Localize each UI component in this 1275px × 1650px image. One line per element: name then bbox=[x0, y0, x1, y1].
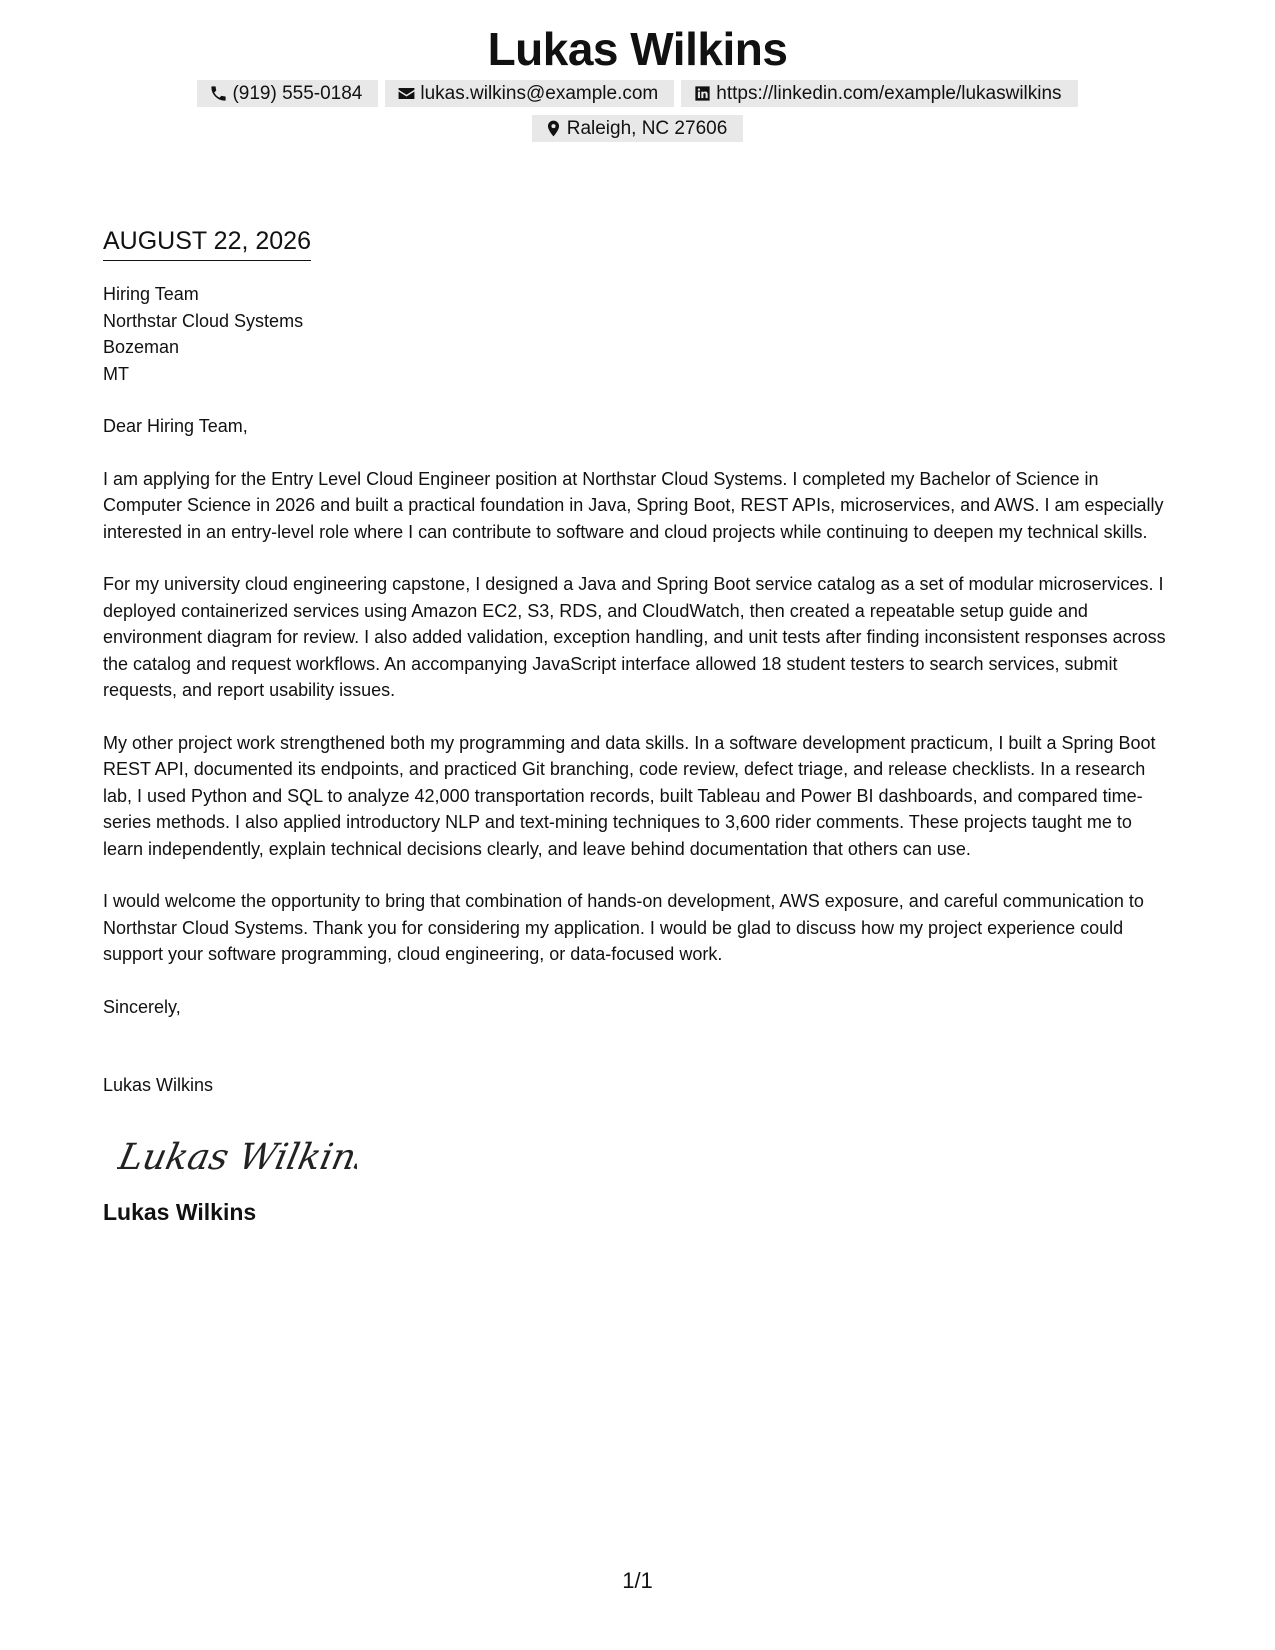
closing: Sincerely, bbox=[103, 996, 181, 1017]
page-number: 1/1 bbox=[622, 1568, 653, 1593]
signer-name: Lukas Wilkins bbox=[103, 1075, 214, 1095]
body-paragraph: For my university cloud engineering capstone, I designed a Java and Spring Boot service catalog as a set of modular microservices. I deployed containerized services using Amazon EC2, S3, RDS, and CloudWatch, then created a repeatable setup guide and environment diagram for review. I also added validation, exception handling, and unit tests after finding inconsistent responses across the catalog and request workflows. An accompanying JavaScript interface allowed 18 student testers to search services, submit requests, and report usability issues. bbox=[103, 574, 1166, 700]
letter-date: AUGUST 22, 2026 bbox=[103, 224, 311, 261]
body-paragraph: My other project work strengthened both my programming and data skills. In a software development practicum, I built a Spring Boot REST API, documented its endpoints, and practiced Git branching, code review, defect triage, and release checklists. In a research lab, I used Python and SQL to analyze 42,000 transportation records, built Tableau and Power BI dashboards, and compared time-series methods. I also applied introductory NLP and text-mining techniques to 3,600 rider comments. These projects taught me to learn independently, explain technical decisions clearly, and leave behind documentation that others can use. bbox=[103, 732, 1156, 859]
signer-name-bold: Lukas Wilkins bbox=[103, 1198, 257, 1225]
contact-email[interactable] bbox=[385, 80, 674, 107]
contact-location bbox=[532, 115, 744, 142]
svg-text:Lukas Wilkins: Lukas Wilkins bbox=[117, 1134, 357, 1178]
letter-body bbox=[103, 224, 1175, 1225]
linkedin-icon bbox=[693, 84, 712, 103]
recipient-line: Northstar Cloud Systems bbox=[103, 310, 304, 331]
applicant-name: Lukas Wilkins bbox=[487, 23, 788, 75]
email-text: lukas.wilkins@example.com bbox=[420, 83, 659, 104]
recipient-line: Hiring Team bbox=[103, 284, 199, 304]
envelope-icon bbox=[397, 84, 416, 103]
signature-spacer bbox=[103, 1020, 1175, 1072]
body-paragraph: I am applying for the Entry Level Cloud Engineer position at Northstar Cloud Systems. I completed my Bachelor of Science in Computer Science in 2026 and built a practical foundation in Java, Spring Boot, REST APIs, microservices, and AWS. I am especially interested in an entry-level role where I can contribute to software and cloud projects while continuing to deepen my technical skills. bbox=[103, 468, 1164, 542]
recipient-line: Bozeman bbox=[103, 337, 180, 357]
handwritten-signature bbox=[117, 1121, 357, 1191]
letter-header bbox=[0, 0, 1275, 142]
phone-icon bbox=[209, 84, 228, 103]
recipient-line: MT bbox=[103, 363, 129, 384]
signature-graphic bbox=[117, 1121, 357, 1191]
recipient-block bbox=[103, 281, 1175, 387]
contact-linkedin[interactable] bbox=[681, 80, 1077, 107]
contact-bar bbox=[188, 80, 1088, 142]
body-paragraph: I would welcome the opportunity to bring that combination of hands-on development, AWS exposure, and careful communication to Northstar Cloud Systems. Thank you for considering my application. I would be glad to discuss how my project experience could support your software programming, cloud engineering, or data-focused work. bbox=[103, 891, 1144, 964]
location-text: Raleigh, NC 27606 bbox=[566, 118, 728, 139]
contact-phone[interactable] bbox=[197, 80, 378, 107]
linkedin-text: https://linkedin.com/example/lukaswilkins bbox=[716, 83, 1062, 104]
salutation: Dear Hiring Team, bbox=[103, 416, 248, 436]
map-pin-icon bbox=[544, 119, 563, 138]
phone-text: (919) 555-0184 bbox=[232, 83, 363, 104]
